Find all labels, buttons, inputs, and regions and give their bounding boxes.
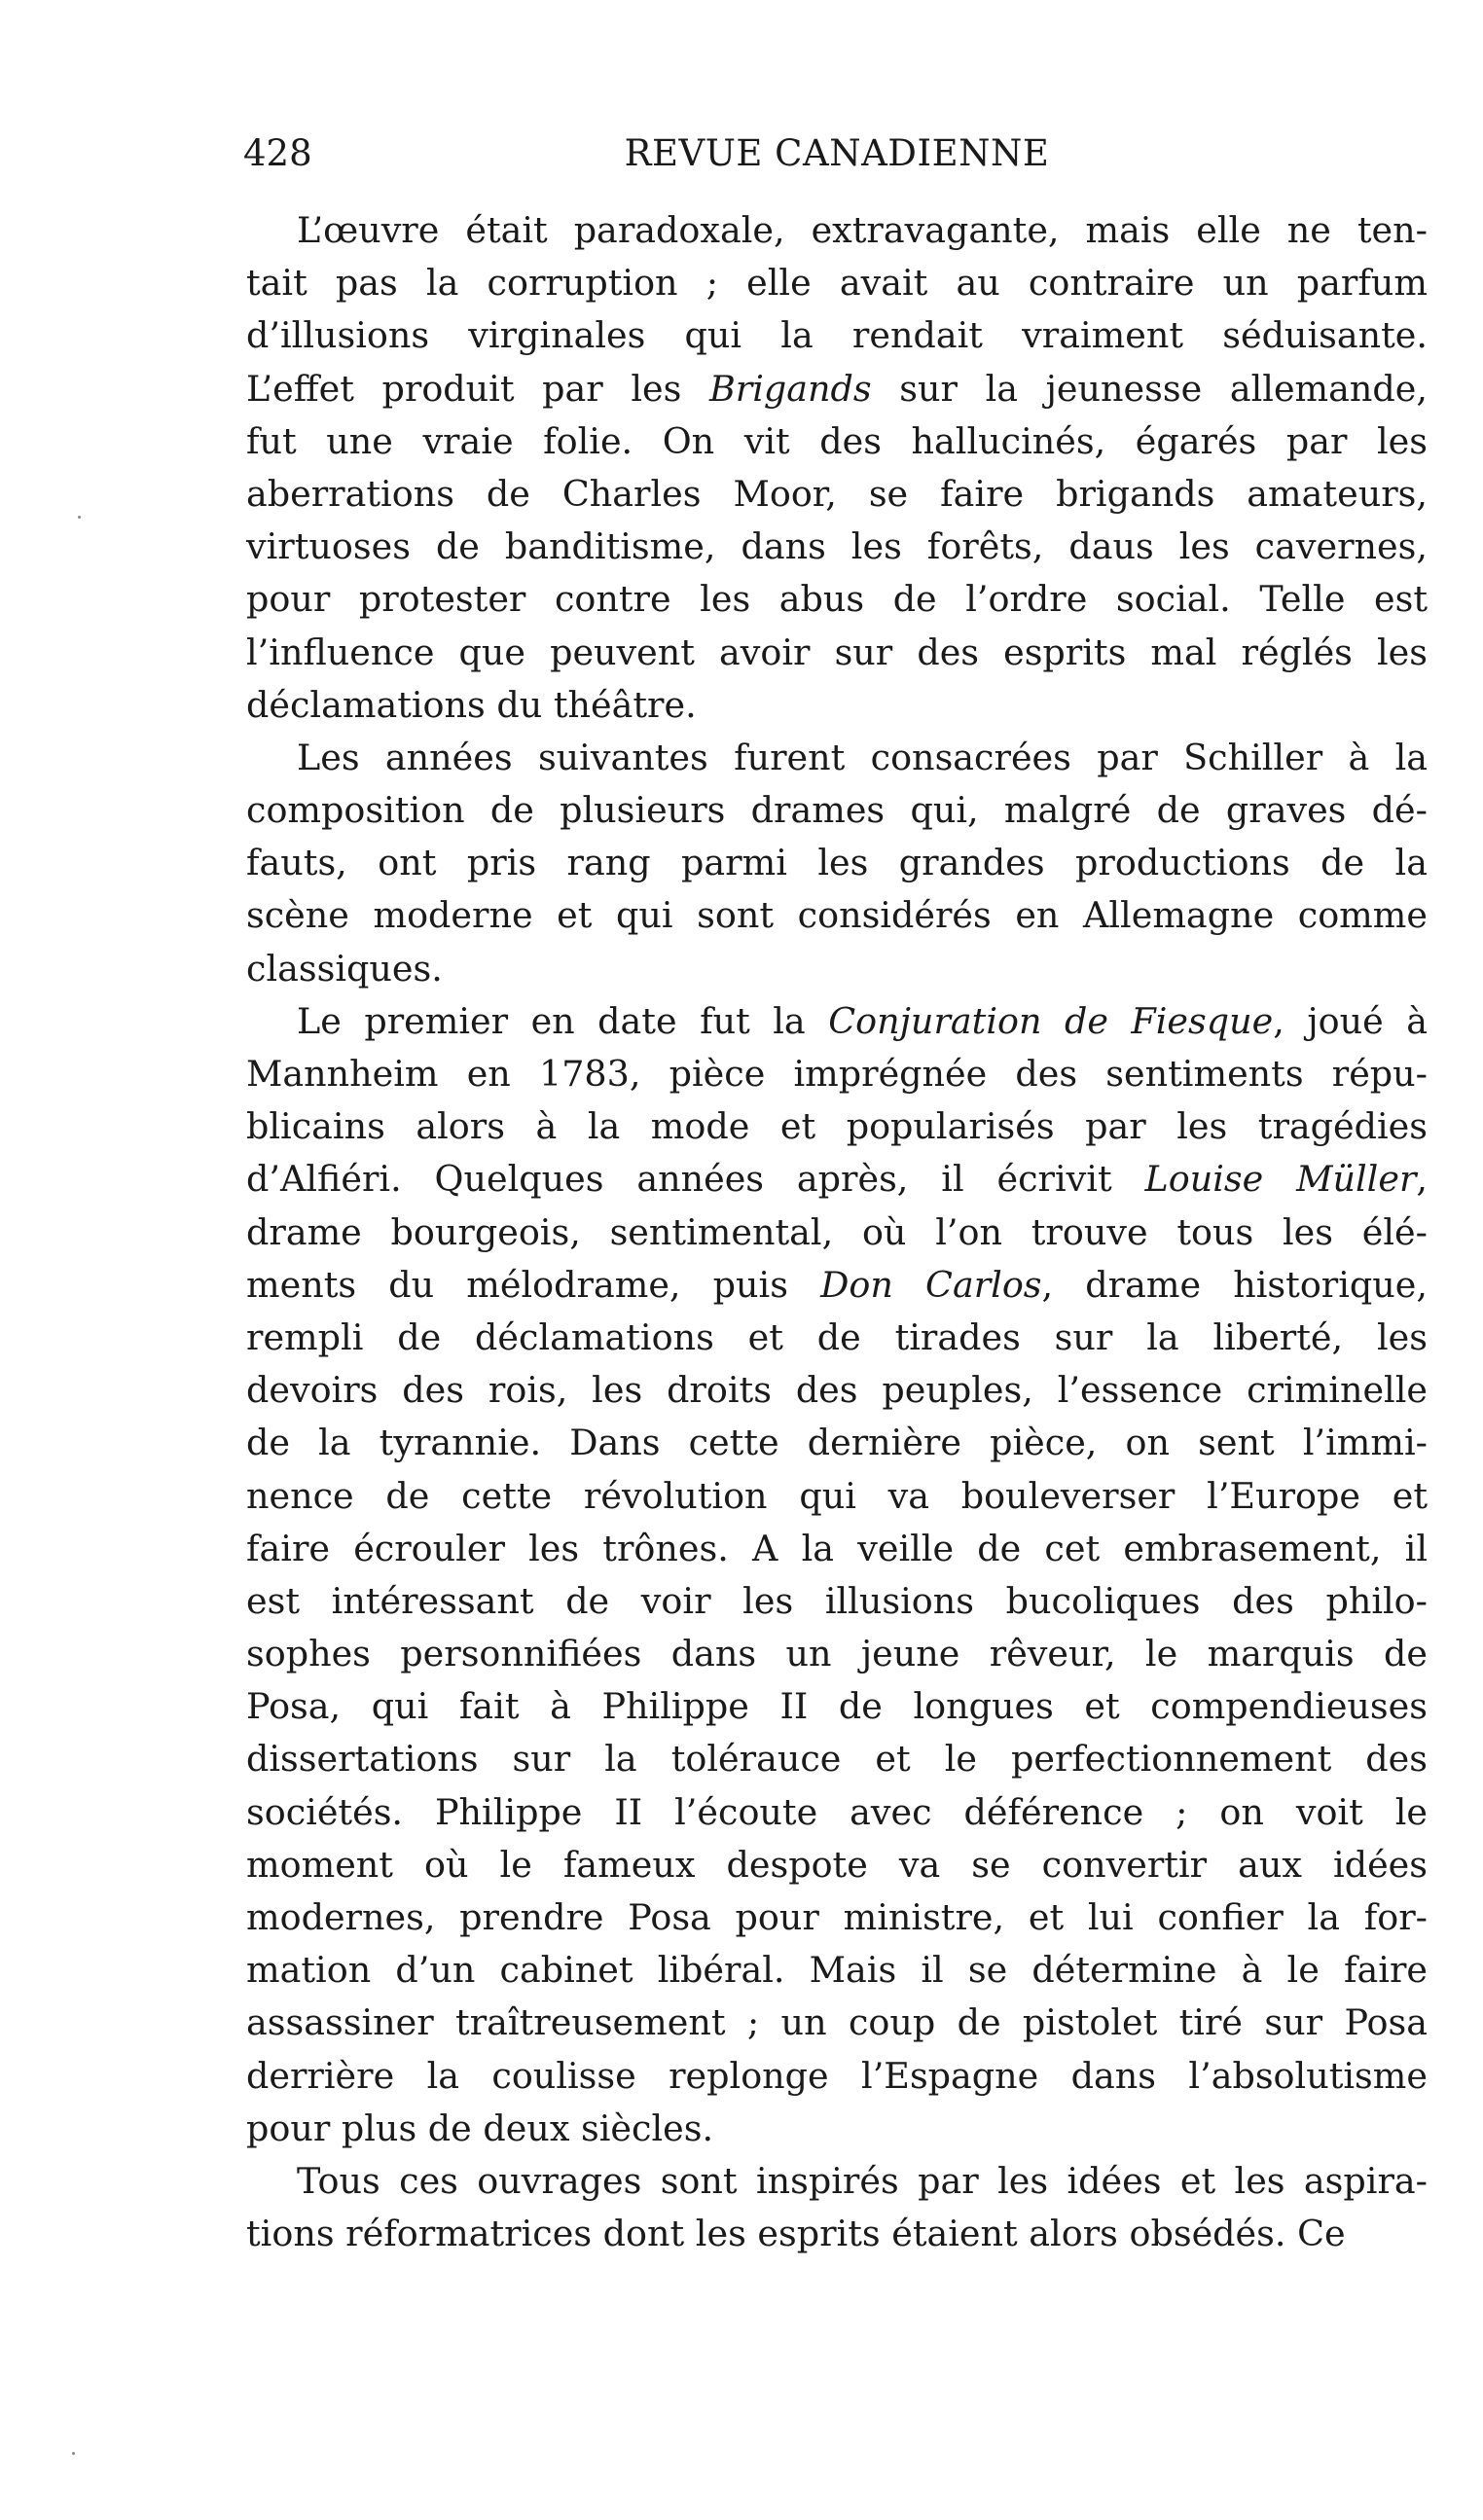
italic-title: Louise Müller: [1144, 1158, 1417, 1201]
text-line: [246, 1523, 1428, 1575]
text-segment: scène moderne et qui sont considérés en Allemagne comme: [246, 894, 1428, 937]
text-line: [246, 1733, 1428, 1785]
text-line: [246, 1417, 1428, 1469]
text-segment: sociétés. Philippe II l’écoute avec déférence ; on voit le: [246, 1790, 1428, 1833]
text-segment: modernes, prendre Posa pour ministre, et lui confier la for-: [246, 1896, 1428, 1938]
text-line: [246, 309, 1428, 362]
text-segment: drame bourgeois, sentimental, où l’on trouve tous les élé-: [246, 1210, 1428, 1253]
text-segment: déclamations du théâtre.: [246, 683, 697, 726]
text-line: [246, 1312, 1428, 1364]
text-line: [246, 995, 1428, 1048]
paragraph: [246, 732, 1428, 995]
scan-speck: [78, 516, 81, 519]
text-segment: ,: [1416, 1158, 1429, 1201]
text-segment: d’Alfiéri. Quelques années après, il écrivit: [246, 1158, 1145, 1201]
text-line: [246, 1364, 1428, 1417]
text-segment: derrière la coulisse replonge l’Espagne dans l’absolutisme: [246, 2054, 1428, 2097]
scan-speck: [72, 2452, 75, 2455]
text-segment: sur la jeunesse allemande,: [871, 367, 1428, 410]
text-segment: pour protester contre les abus de l’ordre social. Telle est: [246, 578, 1428, 621]
text-line: [246, 627, 1428, 679]
text-segment: de la tyrannie. Dans cette dernière pièce, on sent l’immi-: [246, 1422, 1428, 1464]
text-segment: assassiner traîtreusement ; un coup de pistolet tiré sur Posa: [246, 2001, 1428, 2044]
text-segment: L’œuvre était paradoxale, extravagante, mais elle ne ten-: [297, 209, 1428, 251]
text-line: [246, 204, 1428, 257]
text-line: [246, 363, 1428, 415]
text-segment: fauts, ont pris rang parmi les grandes productions de la: [246, 842, 1428, 884]
text-segment: composition de plusieurs drames qui, malgré de graves dé-: [246, 789, 1428, 832]
text-segment: est intéressant de voir les illusions bucoliques des philo-: [246, 1579, 1428, 1622]
italic-title: Brigands: [708, 367, 872, 410]
body-text: [246, 204, 1428, 2260]
text-line: [246, 1839, 1428, 1891]
text-line: [246, 521, 1428, 573]
text-line: [246, 2155, 1428, 2208]
text-segment: mation d’un cabinet libéral. Mais il se détermine à le faire: [246, 1949, 1428, 1992]
text-segment: sophes personnifiées dans un jeune rêveur, le marquis de: [246, 1633, 1428, 1675]
text-line: [246, 1153, 1428, 1206]
text-line: [246, 1997, 1428, 2049]
paragraph: [246, 204, 1428, 732]
text-segment: devoirs des rois, les droits des peuples, l’essence criminelle: [246, 1369, 1428, 1412]
paragraph: [246, 2155, 1428, 2260]
text-line: [246, 1100, 1428, 1153]
text-segment: Le premier en date fut la: [297, 999, 829, 1042]
running-title: REVUE CANADIENNE: [624, 132, 1050, 174]
text-line: [246, 732, 1428, 784]
text-line: [246, 573, 1428, 626]
text-segment: virtuoses de banditisme, dans les forêts, daus les cavernes,: [246, 525, 1428, 568]
text-line: [246, 1206, 1428, 1259]
text-line: [246, 1628, 1428, 1680]
text-segment: Posa, qui fait à Philippe II de longues et compendieuses: [246, 1685, 1428, 1728]
text-segment: nence de cette révolution qui va bouleverser l’Europe et: [246, 1474, 1428, 1517]
text-segment: rempli de déclamations et de tirades sur la liberté, les: [246, 1315, 1428, 1358]
text-line: [246, 2103, 1428, 2155]
text-line: [246, 1048, 1428, 1100]
text-segment: pour plus de deux siècles.: [246, 2106, 714, 2149]
text-segment: tait pas la corruption ; elle avait au contraire un parfum: [246, 262, 1428, 305]
text-segment: Mannheim en 1783, pièce imprégnée des sentiments répu-: [246, 1053, 1428, 1095]
text-line: [246, 889, 1428, 942]
text-line: [246, 257, 1428, 309]
text-line: [246, 784, 1428, 837]
text-segment: Tous ces ouvrages sont inspirés par les idées et les aspira-: [297, 2159, 1428, 2202]
text-line: [246, 2208, 1428, 2260]
text-segment: dissertations sur la tolérauce et le perfectionnement des: [246, 1738, 1428, 1781]
italic-title: Don Carlos: [820, 1263, 1042, 1306]
paragraph: [246, 995, 1428, 2155]
text-segment: fut une vraie folie. On vit des hallucinés, égarés par les: [246, 419, 1428, 462]
text-line: [246, 1891, 1428, 1944]
text-segment: , drame historique,: [1041, 1263, 1428, 1306]
text-line: [246, 2050, 1428, 2103]
text-line: [246, 943, 1428, 995]
text-line: [246, 837, 1428, 889]
text-line: [246, 1470, 1428, 1523]
text-line: [246, 468, 1428, 521]
text-segment: faire écrouler les trônes. A la veille de cet embrasement, il: [246, 1527, 1428, 1569]
text-line: [246, 1680, 1428, 1733]
text-segment: d’illusions virginales qui la rendait vraiment séduisante.: [246, 314, 1428, 357]
text-segment: ments du mélodrame, puis: [246, 1263, 821, 1306]
text-segment: classiques.: [246, 947, 443, 990]
text-segment: aberrations de Charles Moor, se faire brigands amateurs,: [246, 472, 1428, 515]
text-segment: L’effet produit par les: [246, 367, 709, 410]
text-line: [246, 1786, 1428, 1839]
text-line: [246, 1575, 1428, 1628]
text-line: [246, 1944, 1428, 1997]
text-segment: blicains alors à la mode et popularisés par les tragédies: [246, 1105, 1428, 1148]
text-line: [246, 1259, 1428, 1312]
text-segment: moment où le fameux despote va se convertir aux idées: [246, 1843, 1428, 1886]
text-segment: tions réformatrices dont les esprits étaient alors obsédés. Ce: [246, 2213, 1346, 2255]
text-segment: , joué à: [1273, 999, 1429, 1042]
text-segment: l’influence que peuvent avoir sur des esprits mal réglés les: [246, 630, 1428, 673]
text-line: [246, 679, 1428, 732]
text-line: [246, 415, 1428, 468]
page-header: [243, 125, 1430, 183]
italic-title: Conjuration de Fiesque: [828, 999, 1274, 1042]
page-number: 428: [243, 132, 312, 174]
text-segment: Les années suivantes furent consacrées par Schiller à la: [297, 736, 1428, 778]
